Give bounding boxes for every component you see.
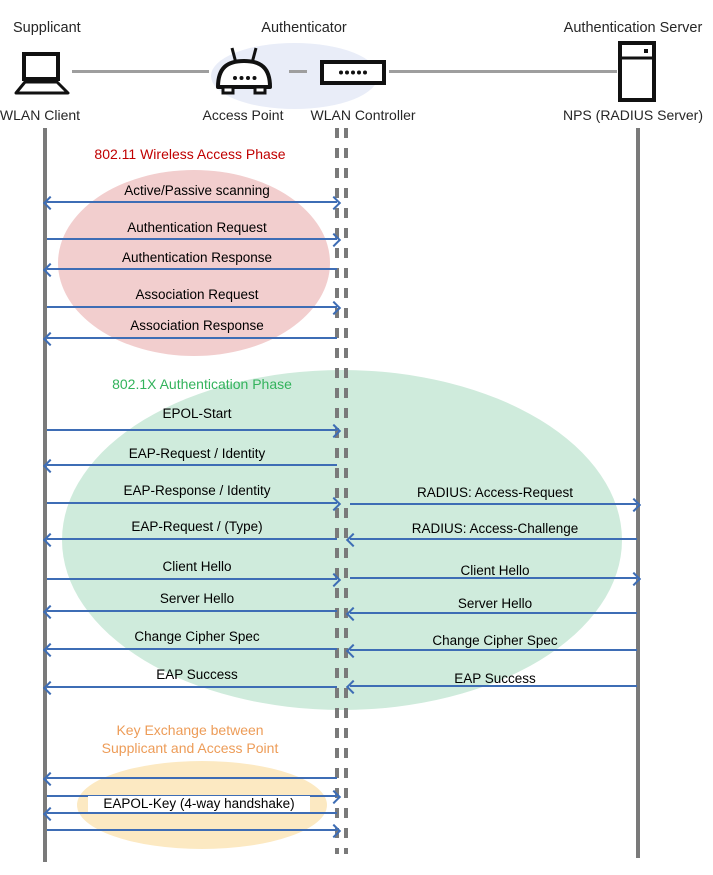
server-icon [618, 41, 656, 102]
role-auth-server-label: Authentication Server [563, 20, 703, 36]
arrow-eapol-key-1 [47, 777, 337, 779]
arrow-radius-access-request [350, 503, 637, 505]
role-supplicant-label: Supplicant [13, 20, 81, 36]
message-label: EAP Success [454, 671, 536, 686]
arrow-authentication-request [47, 238, 337, 240]
message-label: Server Hello [159, 591, 235, 606]
message-label: Client Hello [162, 559, 232, 574]
arrow-eapol-key-4 [47, 829, 337, 831]
arrow-eap-response-identity [47, 502, 337, 504]
arrow-client-hello-right [350, 577, 637, 579]
arrow-association-request [47, 306, 337, 308]
arrow-authentication-response [47, 268, 337, 270]
arrow-change-cipher-spec-right [350, 649, 637, 651]
arrow-eap-success-right [350, 685, 637, 687]
arrow-client-hello-left [47, 578, 337, 580]
access-point-icon [212, 45, 274, 99]
arrow-eap-request-identity [47, 464, 337, 466]
arrow-eap-request-type [47, 538, 337, 540]
phase2-ellipse [62, 370, 622, 710]
message-label: Authentication Request [127, 220, 267, 235]
message-label: Change Cipher Spec [134, 629, 260, 644]
message-label: Active/Passive scanning [124, 183, 270, 198]
connector-line-left [72, 70, 209, 73]
device-nps-label: NPS (RADIUS Server) [562, 107, 704, 123]
laptop-icon [11, 51, 73, 98]
phase3-title-line2: Supplicant and Access Point [101, 740, 279, 756]
message-label: EAP Success [156, 667, 238, 682]
phase1-title: 802.11 Wireless Access Phase [94, 146, 286, 162]
device-access-point-label: Access Point [202, 107, 284, 123]
connector-line-right [389, 70, 617, 73]
arrow-server-hello-right [350, 612, 637, 614]
wlan-controller-icon [320, 60, 386, 85]
arrow-active-passive-scanning [47, 201, 337, 203]
phase2-title: 802.1X Authentication Phase [112, 376, 292, 392]
message-label: EPOL-Start [162, 406, 232, 421]
device-wlan-controller-label: WLAN Controller [310, 107, 416, 123]
message-label: Server Hello [457, 596, 533, 611]
lifeline-controller-right [344, 128, 348, 854]
arrow-eapol-key-3 [47, 812, 337, 814]
message-label: Association Request [135, 287, 259, 302]
message-label: Authentication Response [121, 250, 273, 265]
message-label: RADIUS: Access-Request [416, 485, 574, 500]
message-label: Client Hello [460, 563, 530, 578]
eapol-key-label: EAPOL-Key (4-way handshake) [88, 796, 310, 812]
device-wlan-client-label: WLAN Client [0, 107, 81, 123]
connector-line-middle [289, 70, 307, 73]
message-label: EAP-Request / (Type) [131, 519, 263, 534]
message-label: EAP-Response / Identity [123, 483, 271, 498]
phase3-title-line1: Key Exchange between [116, 722, 264, 738]
lifeline-radius-server [636, 128, 640, 858]
message-label: RADIUS: Access-Challenge [411, 521, 579, 536]
role-authenticator-label: Authenticator [261, 20, 347, 36]
arrow-eap-success-left [47, 686, 337, 688]
arrow-epol-start [47, 429, 337, 431]
arrow-association-response [47, 337, 337, 339]
message-label: Association Response [130, 318, 264, 333]
message-label: Change Cipher Spec [432, 633, 558, 648]
message-label: EAP-Request / Identity [128, 446, 266, 461]
arrow-server-hello-left [47, 610, 337, 612]
arrow-radius-access-challenge [350, 538, 637, 540]
arrow-change-cipher-spec-left [47, 648, 337, 650]
